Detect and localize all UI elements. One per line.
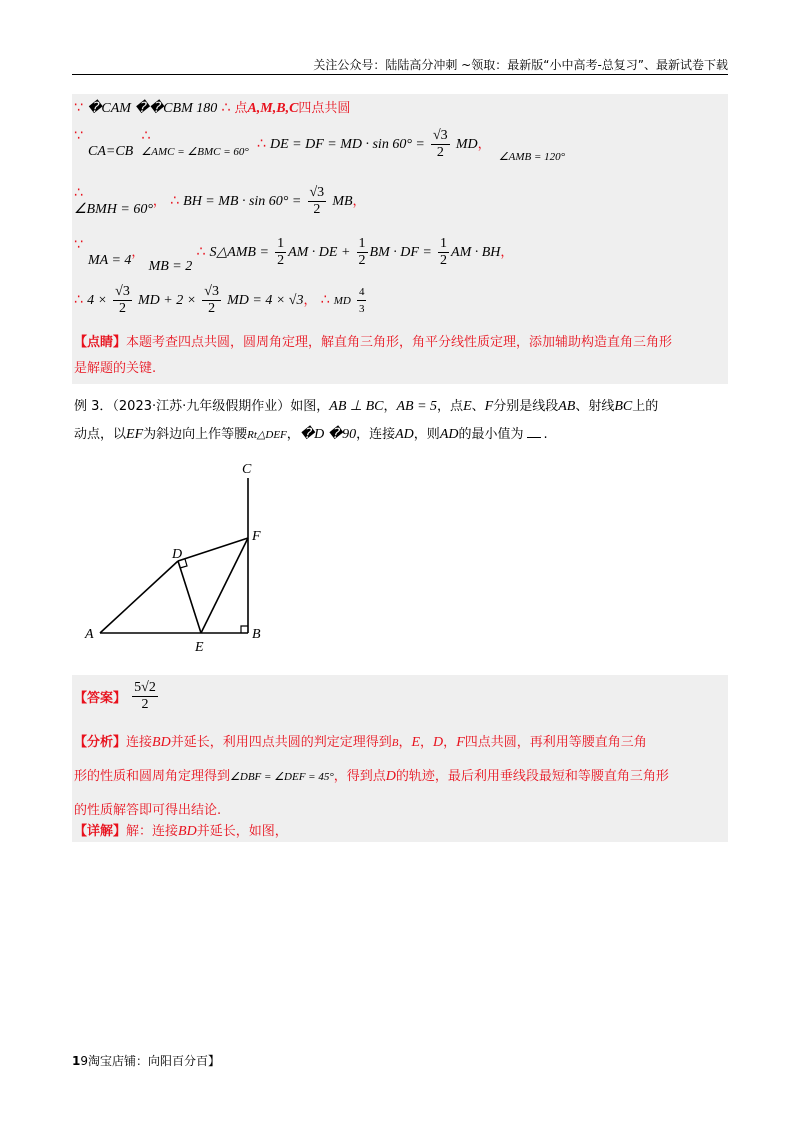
- math: B: [391, 737, 399, 749]
- because-symbol: ∵: [74, 128, 83, 144]
- fraction: [308, 185, 327, 218]
- fraction: [357, 284, 367, 317]
- analysis-text: 连接: [126, 735, 153, 750]
- because-symbol: ∵: [74, 100, 83, 116]
- term: MD + 2 ×: [137, 293, 197, 308]
- label-f: F: [252, 529, 261, 544]
- example-text: ，连接: [356, 427, 396, 442]
- md-term: MD: [333, 295, 351, 307]
- detail-text: 并延长，如图，: [196, 824, 288, 839]
- analysis-text: 四点共圆，再利用等腰直角三角: [464, 735, 647, 750]
- right-angle-mark-b: [241, 626, 248, 633]
- solution-line-3: ∴ ∠BMH = 60°， ∴ BH = MB · sin 60° = $\frac{√3}{2}$ MB，: [74, 185, 366, 217]
- fraction: [438, 236, 449, 269]
- fraction-numerator: 5√2: [134, 680, 156, 695]
- answer-blank: [527, 437, 541, 438]
- analysis-text: 的轨迹，最后利用垂线段最短和等腰直角三角形: [395, 769, 669, 784]
- page-header: 关注公众号：陆陆高分冲刺 ~领取：最新版“小中高考-总复习”、最新试卷下载: [313, 58, 728, 72]
- fraction: [202, 284, 221, 317]
- de-df-expression: DE = DF = MD · sin 60° =: [269, 137, 425, 152]
- fraction: [113, 284, 132, 317]
- solution-text: 点: [234, 101, 248, 116]
- comment-text: 是解题的关键.: [74, 361, 157, 376]
- angle-equality-expression: ∠AMC = ∠BMC = 60°: [141, 146, 249, 158]
- analysis-text: 形的性质和圆周角定理得到: [74, 769, 231, 784]
- term: AM · BH: [451, 245, 501, 260]
- angle-bmh-expression: ∠BMH = 60°: [74, 202, 153, 217]
- area-expression: S△AMB =: [209, 245, 269, 260]
- fraction-numerator: 4: [357, 284, 367, 301]
- equal-sides-expression: CA=CB: [88, 144, 134, 159]
- example-statement: 例 3．（2023·江苏·九年级假期作业）如图，AB ⊥ BC，AB = 5，点E、F分别是线段AB、射线BC上的 动点，以EF为斜边向上作等腰Rt△DEF，�D �90，连接AD，则AD的最小值为 .: [74, 399, 659, 442]
- fraction-numerator: 1: [277, 236, 285, 251]
- fraction-denominator: 2: [358, 253, 366, 268]
- page-number: 1: [72, 1054, 81, 1068]
- math: BD: [178, 824, 197, 839]
- solution-line-4: ∵ MA = 4， MB = 2 ∴ S△AMB = $\frac{1}{2}$ AM · DE + $\frac{1}{2}$ BM · DF = $\frac{1}{2}$ AM · BH，: [74, 236, 514, 274]
- mb-value: MB = 2: [148, 259, 193, 274]
- fraction-denominator: 3: [358, 303, 365, 315]
- fraction-denominator: 2: [141, 697, 149, 712]
- therefore-symbol: ∴: [221, 100, 231, 116]
- example-text: ，则: [413, 427, 440, 442]
- comment-label: 【点睛】: [74, 335, 127, 350]
- math: AD: [395, 427, 414, 442]
- fraction-numerator: √3: [433, 128, 448, 143]
- fraction: [357, 236, 368, 269]
- example-text: 、射线: [575, 399, 615, 414]
- therefore-symbol: ∴: [320, 292, 330, 308]
- points-label: A,M,B,C: [247, 101, 299, 116]
- therefore-symbol: ∴: [256, 136, 266, 152]
- example-text: 动点，以: [74, 427, 127, 442]
- comment-text: 本题考查四点共圆，圆周角定理，解直角三角形，角平分线性质定理，添加辅助构造直角三角形: [126, 335, 673, 350]
- math: AB ⊥ BC: [329, 399, 384, 414]
- fraction-denominator: 2: [119, 301, 126, 316]
- analysis-text: 的性质解答即可得出结论.: [74, 803, 222, 818]
- answer-label: 【答案】: [74, 691, 127, 706]
- example-text: .: [543, 427, 548, 442]
- detail-line: [74, 820, 730, 840]
- header-rule: [72, 74, 728, 75]
- math: E: [411, 735, 421, 750]
- label-a: A: [85, 627, 94, 642]
- math: AB = 5: [396, 399, 438, 414]
- comment-block: [74, 330, 730, 382]
- term: BM · DF =: [369, 245, 432, 260]
- solution-line-2: ∵ CA=CB ∴ ∠AMC = ∠BMC = 60° ∴ DE = DF = MD · sin 60° = $\frac{√3}{2}$ MD， ∠AMB = 120°: [74, 128, 566, 163]
- analysis-label: 【分析】: [74, 735, 127, 750]
- example-text: 分别是线段: [493, 399, 559, 414]
- segment-ef: [201, 538, 248, 633]
- answer-fraction: [132, 680, 158, 713]
- detail-text: 解：连接: [126, 824, 179, 839]
- math: EF: [126, 427, 144, 442]
- example-text: 、: [471, 399, 485, 414]
- analysis-block: 【分析】连接BD并延长，利用四点共圆的判定定理得到B，E，D，F四点共圆，再利用等腰直角三角 形的性质和圆周角定理得到∠DBF = ∠DEF = 45°，得到点D的轨迹，最后利用垂线段最短和等腰直角三角形 的性质解答即可得出结论.: [74, 735, 669, 818]
- because-symbol: ∵: [74, 236, 83, 253]
- math: F: [456, 735, 465, 750]
- math: Rt△DEF: [247, 429, 287, 441]
- segment-de: [178, 561, 201, 633]
- therefore-symbol: ∴: [170, 193, 179, 209]
- fraction: [275, 236, 286, 269]
- solution-text: 四点共圆: [298, 101, 351, 116]
- example-text: 的最小值为: [458, 427, 524, 442]
- fraction-numerator: √3: [309, 185, 325, 200]
- fraction-denominator: 2: [440, 253, 448, 268]
- term: 4 ×: [87, 293, 108, 308]
- segment-ad: [100, 561, 178, 633]
- fraction-numerator: √3: [115, 284, 130, 299]
- math: F: [484, 399, 494, 414]
- label-e: E: [195, 640, 204, 654]
- math: E: [463, 399, 472, 414]
- angle-amb-expression: ∠AMB = 120°: [498, 151, 566, 163]
- math: �D �90: [299, 427, 357, 442]
- page-footer: [72, 1052, 220, 1069]
- example-text: ，点: [437, 399, 464, 414]
- label-c: C: [242, 462, 252, 477]
- solution-line-5: ∴ 4 × $\frac{√3}{2}$ MD + 2 × $\frac{√3}{2}$ MD = 4 × √3， ∴ MD $\frac{4}{3}$: [74, 284, 365, 316]
- example-text: 为斜边向上作等腰: [143, 427, 248, 442]
- geometry-figure: [80, 458, 280, 654]
- math: ∠DBF = ∠DEF = 45°: [230, 771, 334, 783]
- fraction-numerator: 1: [440, 236, 448, 251]
- angle-sum-expression: �CAM ��CBM 180: [87, 101, 218, 116]
- fraction-numerator: 1: [358, 236, 366, 251]
- fraction: [431, 128, 450, 161]
- term: MD = 4 × √3: [227, 293, 304, 308]
- detail-label: 【详解】: [74, 824, 127, 839]
- math: AB: [558, 399, 576, 414]
- fraction-numerator: √3: [204, 284, 219, 299]
- solution-line-1: [74, 97, 730, 117]
- fraction-denominator: 2: [436, 145, 444, 160]
- fraction-denominator: 2: [277, 253, 285, 268]
- example-text: 上的: [632, 399, 659, 414]
- fraction-denominator: 2: [313, 202, 321, 217]
- analysis-text: 并延长，利用四点共圆的判定定理得到: [170, 735, 392, 750]
- therefore-symbol: ∴: [141, 128, 151, 144]
- math: D: [385, 769, 396, 784]
- label-d: D: [172, 547, 183, 562]
- mb-term: MB: [332, 194, 353, 209]
- md-term: MD: [455, 137, 478, 152]
- therefore-symbol: ∴: [196, 244, 206, 260]
- math: D: [433, 735, 444, 750]
- ma-value: MA = 4: [88, 252, 132, 268]
- footer-text: 9淘宝店铺：向阳百分百】: [80, 1054, 220, 1068]
- therefore-symbol: ∴: [74, 292, 83, 308]
- math: AD: [439, 427, 459, 442]
- bh-expression: BH = MB · sin 60° =: [183, 194, 302, 209]
- fraction-denominator: 2: [208, 301, 216, 316]
- term: AM · DE +: [288, 245, 351, 260]
- answer-line: [74, 680, 730, 713]
- label-b: B: [252, 627, 261, 642]
- example-text: 例 3．（2023·江苏·九年级假期作业）如图，: [74, 399, 330, 414]
- therefore-symbol: ∴: [74, 185, 83, 201]
- analysis-text: ，得到点: [333, 769, 386, 784]
- math: BD: [152, 735, 171, 750]
- math: BC: [614, 399, 633, 414]
